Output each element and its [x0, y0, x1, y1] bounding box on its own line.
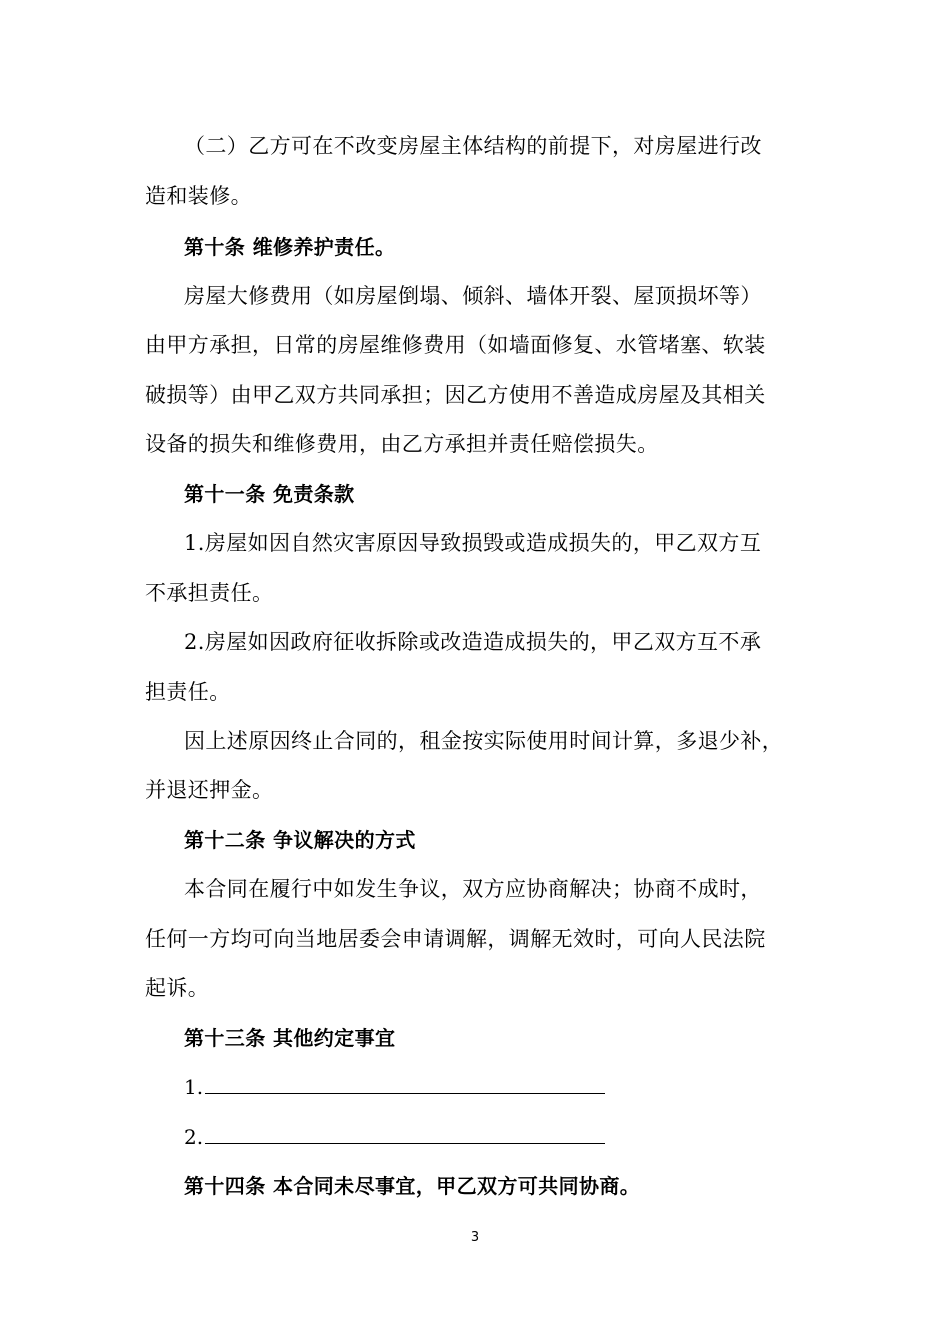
article-heading: 第十四条 本合同未尽事宜，甲乙双方可共同协商。	[184, 1174, 641, 1198]
paragraph-line: 本合同在履行中如发生争议，双方应协商解决；协商不成时，	[184, 877, 762, 901]
paragraph-line: 2.房屋如因政府征收拆除或改造造成损失的，甲乙双方互不承	[184, 630, 762, 654]
blank-item	[184, 1122, 605, 1152]
paragraph-line: 并退还押金。	[145, 778, 274, 802]
paragraph-line: 由甲方承担，日常的房屋维修费用（如墙面修复、水管堵塞、软装	[145, 333, 766, 357]
blank-fill-line[interactable]	[205, 1073, 605, 1094]
paragraph-line: 1.房屋如因自然灾害原因导致损毁或造成损失的，甲乙双方互	[184, 531, 762, 555]
article-heading: 第十三条 其他约定事宜	[184, 1026, 396, 1050]
article-heading: 第十条 维修养护责任。	[184, 235, 396, 259]
paragraph-line: 任何一方均可向当地居委会申请调解，调解无效时，可向人民法院	[145, 927, 766, 951]
paragraph-line: 起诉。	[145, 976, 210, 1000]
paragraph-line: 设备的损失和维修费用，由乙方承担并责任赔偿损失。	[145, 432, 659, 456]
blank-item-number: 2.	[184, 1125, 204, 1149]
paragraph-line: 担责任。	[145, 680, 231, 704]
paragraph-line: 破损等）由甲乙双方共同承担；因乙方使用不善造成房屋及其相关	[145, 383, 766, 407]
article-heading: 第十二条 争议解决的方式	[184, 828, 416, 852]
blank-fill-line[interactable]	[205, 1123, 605, 1144]
paragraph-line: 因上述原因终止合同的，租金按实际使用时间计算，多退少补，	[184, 729, 784, 753]
paragraph-line: （二）乙方可在不改变房屋主体结构的前提下，对房屋进行改	[184, 134, 762, 158]
page-number: 3	[470, 1230, 480, 1245]
blank-item-number: 1.	[184, 1075, 204, 1099]
paragraph-line: 房屋大修费用（如房屋倒塌、倾斜、墙体开裂、屋顶损坏等）	[184, 284, 762, 308]
paragraph-line: 造和装修。	[145, 184, 252, 208]
paragraph-line: 不承担责任。	[145, 581, 274, 605]
blank-item	[184, 1072, 605, 1102]
article-heading: 第十一条 免责条款	[184, 482, 355, 506]
